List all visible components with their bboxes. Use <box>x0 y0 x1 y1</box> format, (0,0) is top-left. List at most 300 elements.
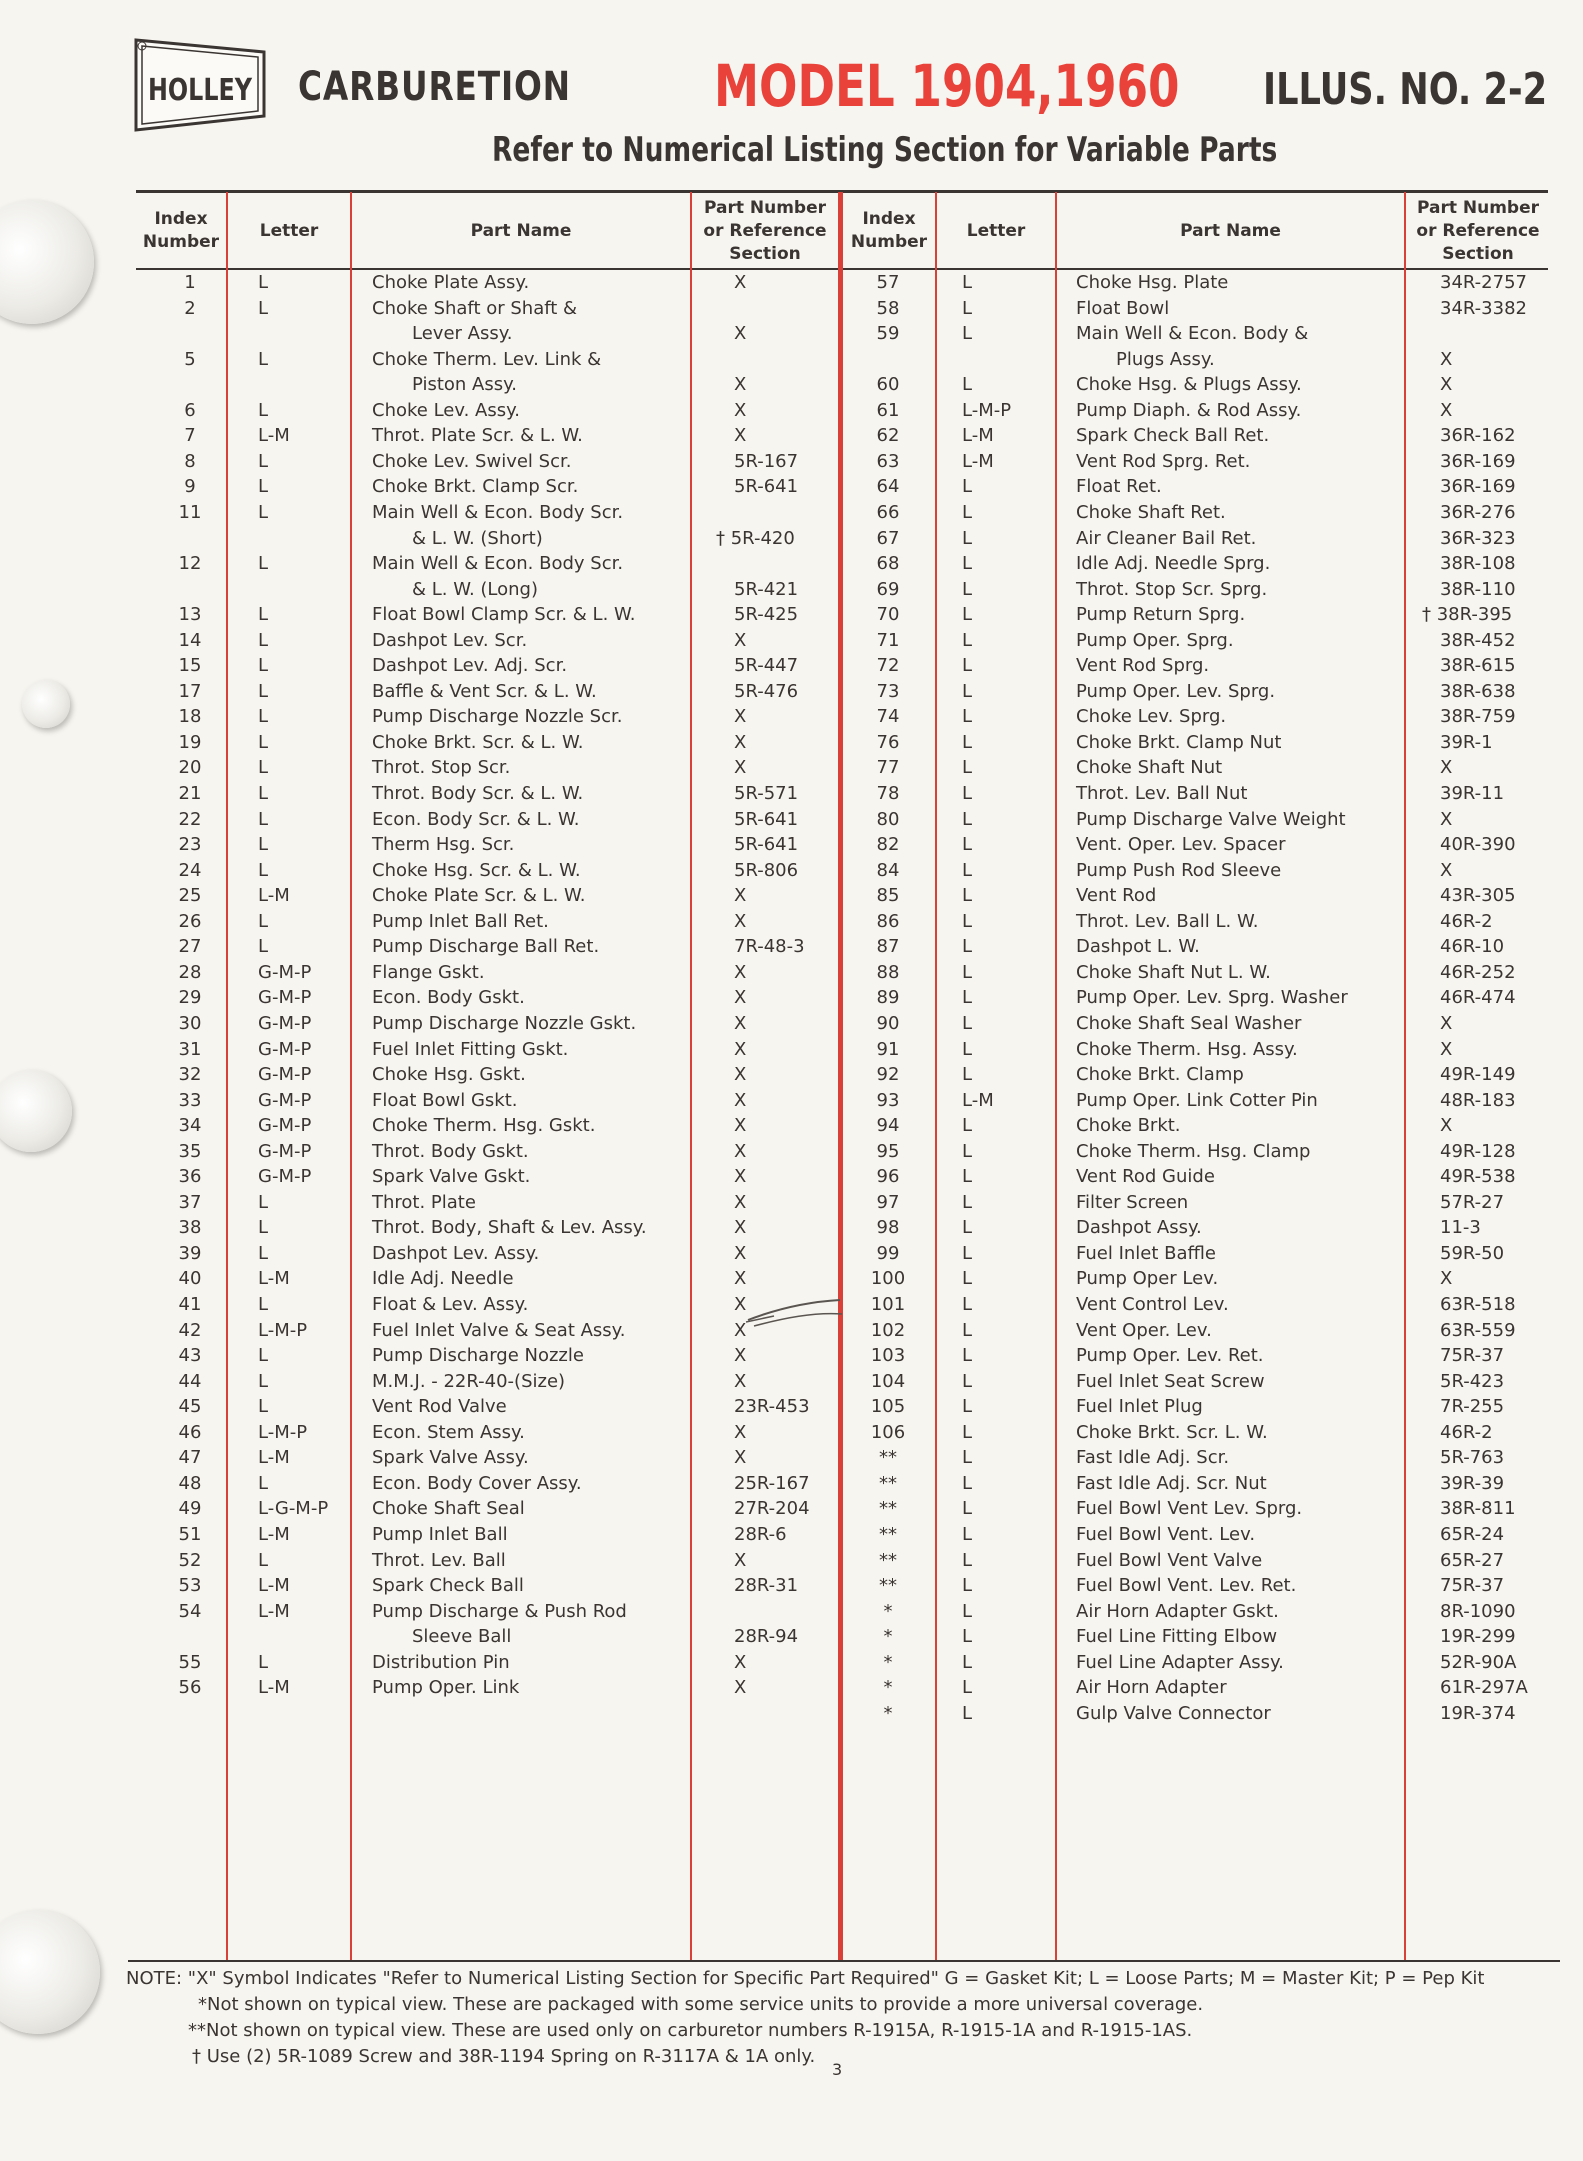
index-number: 61 <box>876 399 900 421</box>
part-number: 36R-276 <box>1440 501 1516 523</box>
letter-code: L <box>258 553 269 575</box>
index-number: 67 <box>876 527 900 549</box>
letter-code: G-M-P <box>258 1012 312 1034</box>
part-name: Pump Discharge Nozzle <box>372 1345 584 1367</box>
part-name: Vent Rod Guide <box>1076 1166 1215 1188</box>
part-name: Spark Valve Assy. <box>372 1447 529 1469</box>
index-number: 99 <box>876 1242 900 1264</box>
index-number: 102 <box>870 1319 906 1341</box>
part-number: 59R-50 <box>1440 1242 1505 1264</box>
index-number: 74 <box>876 706 900 728</box>
part-number: X <box>734 1421 747 1443</box>
letter-code: L <box>962 1140 973 1162</box>
index-number: 21 <box>178 783 202 804</box>
part-name: Distribution Pin <box>372 1651 510 1673</box>
part-number: X <box>734 1345 747 1367</box>
part-number: X <box>734 1115 747 1137</box>
index-number: 27 <box>178 936 202 958</box>
part-name: Dashpot Assy. <box>1076 1217 1202 1239</box>
letter-code: L <box>258 731 269 753</box>
part-name: Fuel Inlet Baffle <box>1076 1242 1217 1264</box>
letter-code: L <box>962 1345 973 1367</box>
part-number: 39R-39 <box>1440 1472 1505 1494</box>
part-number: 7R-48-3 <box>734 936 805 958</box>
part-name: Pump Oper. Link Cotter Pin <box>1076 1089 1318 1111</box>
header-index-left: Index Number <box>142 209 220 252</box>
part-name: Pump Discharge Nozzle Scr. <box>372 706 623 728</box>
part-name: Choke Hsg. Scr. & L. W. <box>372 859 581 881</box>
part-number: 36R-169 <box>1440 450 1516 472</box>
index-number: 19 <box>178 731 202 753</box>
index-number: 94 <box>876 1115 900 1137</box>
part-name: Idle Adj. Needle <box>372 1268 514 1290</box>
header-part-number-left: Part Number or Reference Section <box>703 197 827 264</box>
part-name: Throt. Stop Scr. <box>372 757 511 779</box>
letter-code: L <box>258 1217 269 1239</box>
letter-code: L <box>962 1319 973 1341</box>
part-name: Flange Gskt. <box>372 961 485 983</box>
part-name: Choke Lev. Swivel Scr. <box>372 450 572 472</box>
index-number: 28 <box>178 961 202 983</box>
part-name: Fast Idle Adj. Scr. <box>1076 1447 1230 1469</box>
index-number: 73 <box>876 680 900 702</box>
part-number: 36R-162 <box>1440 425 1516 447</box>
index-number: 101 <box>870 1294 906 1315</box>
letter-code: L-M-P <box>258 1421 308 1443</box>
part-number: 5R-806 <box>734 859 799 881</box>
header-index-right: Index Number <box>850 209 928 252</box>
index-number: 60 <box>876 374 900 396</box>
part-name: M.M.J. - 22R-40-(Size) <box>372 1370 566 1392</box>
letter-code: L <box>962 1217 973 1239</box>
index-number: 44 <box>178 1370 202 1392</box>
letter-code: L <box>258 680 269 702</box>
part-name: Throt. Plate Scr. & L. W. <box>372 425 583 447</box>
index-number: 43 <box>178 1345 202 1367</box>
part-name: Pump Push Rod Sleeve <box>1076 859 1282 881</box>
part-name: Throt. Stop Scr. Sprg. <box>1076 578 1268 600</box>
letter-code: L <box>962 1575 973 1597</box>
index-number: 56 <box>178 1677 202 1699</box>
index-number: ** <box>879 1523 897 1545</box>
part-name: Choke Shaft Ret. <box>1076 501 1226 523</box>
letter-code: L <box>258 1242 269 1264</box>
letter-code: L <box>962 374 973 396</box>
column-divider <box>1055 192 1057 1960</box>
part-name: Fast Idle Adj. Scr. Nut <box>1076 1472 1267 1494</box>
part-name: Therm Hsg. Scr. <box>372 834 515 856</box>
letter-code: L <box>962 629 973 651</box>
part-name: Filter Screen <box>1076 1191 1189 1213</box>
part-number: X <box>734 425 747 447</box>
part-number: 5R-421 <box>734 578 799 600</box>
index-number: 37 <box>178 1191 202 1213</box>
part-name: Float Bowl <box>1076 297 1170 319</box>
letter-code: L <box>258 450 269 472</box>
part-name: Throt. Lev. Ball L. W. <box>1076 910 1259 932</box>
column-divider <box>690 192 692 1960</box>
part-name: Pump Oper Lev. <box>1076 1268 1219 1290</box>
letter-code: L <box>962 604 973 626</box>
part-name: Pump Discharge Ball Ret. <box>372 936 600 958</box>
letter-code: L-M <box>258 1447 290 1469</box>
letter-code: G-M-P <box>258 961 312 983</box>
part-name: Float Bowl Clamp Scr. & L. W. <box>372 604 636 626</box>
part-number: 46R-252 <box>1440 961 1516 983</box>
index-number: 8 <box>184 450 196 472</box>
part-number: 36R-323 <box>1440 527 1516 549</box>
part-name: Main Well & Econ. Body & <box>1076 323 1309 345</box>
part-name: Choke Shaft Seal <box>372 1498 525 1520</box>
letter-code: L <box>962 936 973 958</box>
index-number: 96 <box>876 1166 900 1188</box>
part-number: 38R-759 <box>1440 706 1516 728</box>
part-number: 38R-108 <box>1440 553 1516 575</box>
part-name: Spark Valve Gskt. <box>372 1166 531 1188</box>
part-number: X <box>734 629 747 651</box>
letter-code: L <box>258 501 269 523</box>
part-number: 49R-128 <box>1440 1140 1516 1162</box>
part-number: X <box>734 399 747 421</box>
letter-code: L-G-M-P <box>258 1498 329 1520</box>
index-number: 89 <box>876 987 900 1009</box>
letter-code: L <box>258 604 269 626</box>
index-number: 26 <box>178 910 202 932</box>
letter-code: G-M-P <box>258 1166 312 1188</box>
part-number: X <box>734 1217 747 1239</box>
letter-code: L <box>258 808 269 830</box>
part-name: Throt. Plate <box>372 1191 476 1213</box>
part-number: 8R-1090 <box>1440 1600 1516 1622</box>
part-name: Choke Brkt. Clamp Scr. <box>372 476 579 498</box>
letter-code: L <box>962 1549 973 1571</box>
part-name: Choke Plate Assy. <box>372 272 530 293</box>
part-name: Vent Rod Valve <box>372 1396 507 1418</box>
letter-code: L <box>962 859 973 881</box>
part-number: 5R-425 <box>734 604 799 626</box>
part-number: X <box>1440 1038 1453 1060</box>
part-number: X <box>734 323 747 345</box>
logo-text: HOLLEY <box>148 73 254 108</box>
table-bottom-rule <box>128 1960 1560 1962</box>
part-name: Choke Therm. Hsg. Assy. <box>1076 1038 1298 1060</box>
letter-code: L <box>962 1038 973 1060</box>
part-number: X <box>734 987 747 1009</box>
letter-code: L <box>962 655 973 677</box>
part-number: 65R-27 <box>1440 1549 1505 1571</box>
part-name: Fuel Line Adapter Assy. <box>1076 1651 1284 1673</box>
part-name: Vent Rod <box>1076 885 1157 907</box>
part-number: 38R-811 <box>1440 1498 1516 1520</box>
part-number: X <box>1440 808 1453 830</box>
index-number: 66 <box>876 501 900 523</box>
index-number: 69 <box>876 578 900 600</box>
part-number: 61R-297A <box>1440 1677 1528 1699</box>
header-letter-left: Letter <box>259 220 319 241</box>
index-number: ** <box>879 1447 897 1469</box>
index-number: 51 <box>178 1523 202 1545</box>
part-name: Choke Brkt. Scr. & L. W. <box>372 731 584 753</box>
note-dagger: † Use (2) 5R-1089 Screw and 38R-1194 Spring on R-3117A & 1A only. <box>192 2046 816 2067</box>
part-number: 43R-305 <box>1440 885 1516 907</box>
column-divider <box>935 192 937 1960</box>
part-name: & L. W. (Short) <box>412 527 543 549</box>
part-name: Econ. Body Gskt. <box>372 987 525 1009</box>
letter-code: L <box>258 859 269 881</box>
part-number: X <box>734 272 747 293</box>
index-number: * <box>883 1651 893 1673</box>
part-number: 5R-763 <box>1440 1447 1505 1469</box>
column-divider <box>1404 192 1406 1960</box>
part-name: Vent Rod Sprg. <box>1076 655 1210 677</box>
part-number: 52R-90A <box>1440 1651 1517 1673</box>
illustration-number: ILLUS. NO. 2-2 <box>1262 64 1547 115</box>
letter-code: L <box>258 1294 269 1315</box>
part-name: Pump Discharge & Push Rod <box>372 1600 627 1622</box>
part-name: Fuel Bowl Vent Lev. Sprg. <box>1076 1498 1303 1520</box>
index-number: ** <box>879 1549 897 1571</box>
letter-code: L <box>962 476 973 498</box>
part-number: 28R-31 <box>734 1575 799 1597</box>
index-number: 22 <box>178 808 202 830</box>
part-number: 5R-476 <box>734 680 799 702</box>
part-number: X <box>734 1191 747 1213</box>
part-name: Baffle & Vent Scr. & L. W. <box>372 680 597 702</box>
index-number: 53 <box>178 1575 202 1597</box>
part-name: Choke Shaft or Shaft & <box>372 297 578 319</box>
note-single-asterisk: *Not shown on typical view. These are packaged with some service units to provide a more universal coverage. <box>198 1994 1204 2015</box>
part-name: Choke Lev. Sprg. <box>1076 706 1227 728</box>
index-number: 32 <box>178 1064 202 1086</box>
part-number: X <box>734 885 747 907</box>
letter-code: L <box>258 1549 269 1571</box>
part-number: 25R-167 <box>734 1472 810 1494</box>
index-number: 63 <box>876 450 900 472</box>
letter-code: G-M-P <box>258 1140 312 1162</box>
part-name: Lever Assy. <box>412 323 513 345</box>
index-number: * <box>883 1626 893 1648</box>
part-name: Fuel Inlet Plug <box>1076 1396 1203 1418</box>
part-name: Fuel Bowl Vent Valve <box>1076 1549 1263 1571</box>
part-name: Econ. Stem Assy. <box>372 1421 525 1443</box>
part-number: X <box>734 1268 747 1290</box>
index-number: 58 <box>876 297 900 319</box>
part-name: Choke Therm. Hsg. Clamp <box>1076 1140 1311 1162</box>
index-number: 91 <box>876 1038 900 1060</box>
part-number: 5R-447 <box>734 655 799 677</box>
index-number: 76 <box>876 731 900 753</box>
part-name: Pump Oper. Lev. Sprg. <box>1076 680 1276 702</box>
binder-hole-bottom <box>0 1910 100 2034</box>
part-number: 63R-559 <box>1440 1319 1516 1341</box>
letter-code: L <box>258 272 269 293</box>
part-number: 38R-638 <box>1440 680 1516 702</box>
part-name: Throt. Body Gskt. <box>372 1140 529 1162</box>
part-number: X <box>734 1651 747 1673</box>
note-double-asterisk: **Not shown on typical view. These are used only on carburetor numbers R-1915A, R-1915-1A and R-1915-1AS. <box>188 2020 1193 2041</box>
part-name: Throt. Lev. Ball Nut <box>1076 783 1248 804</box>
index-number: 64 <box>876 476 900 498</box>
part-name: Sleeve Ball <box>412 1626 512 1648</box>
part-number: 48R-183 <box>1440 1089 1516 1111</box>
part-number: 34R-2757 <box>1440 272 1527 293</box>
part-name: Fuel Inlet Fitting Gskt. <box>372 1038 569 1060</box>
letter-code: L <box>962 1421 973 1443</box>
part-number: X <box>1440 1115 1453 1137</box>
index-number: 84 <box>876 859 900 881</box>
index-number: 7 <box>184 425 196 447</box>
subtitle: Refer to Numerical Listing Section for Variable Parts <box>492 130 1278 170</box>
part-number: 28R-94 <box>734 1626 799 1648</box>
index-number: 46 <box>178 1421 202 1443</box>
part-name: Choke Therm. Lev. Link & <box>372 348 602 370</box>
part-number: X <box>734 1140 747 1162</box>
letter-code: L <box>962 1523 973 1545</box>
index-number: 77 <box>876 757 900 779</box>
index-number: 24 <box>178 859 202 881</box>
letter-code: L <box>962 1447 973 1469</box>
letter-code: L <box>962 1498 973 1520</box>
part-number: 11-3 <box>1440 1217 1481 1239</box>
index-number: 41 <box>178 1294 202 1315</box>
part-name: Air Horn Adapter <box>1076 1677 1227 1699</box>
index-number: 59 <box>876 323 900 345</box>
index-number: * <box>883 1702 893 1724</box>
letter-code: L <box>962 1702 973 1724</box>
letter-code: G-M-P <box>258 1064 312 1086</box>
part-number: X <box>734 1677 747 1699</box>
letter-code: G-M-P <box>258 1038 312 1060</box>
letter-code: L <box>258 757 269 779</box>
part-number: † 5R-420 <box>716 527 795 549</box>
part-number: 7R-255 <box>1440 1396 1505 1418</box>
part-name: Idle Adj. Needle Sprg. <box>1076 553 1271 575</box>
part-name: Fuel Inlet Valve & Seat Assy. <box>372 1319 626 1341</box>
index-number: 25 <box>178 885 202 907</box>
letter-code: L <box>962 297 973 319</box>
part-number: 23R-453 <box>734 1396 810 1418</box>
part-number: X <box>734 1319 747 1341</box>
part-number: 5R-571 <box>734 783 799 804</box>
index-number: 33 <box>178 1089 202 1111</box>
part-number: X <box>734 1166 747 1188</box>
index-number: 31 <box>178 1038 202 1060</box>
letter-code: L <box>962 834 973 856</box>
index-number: 92 <box>876 1064 900 1086</box>
part-name: Pump Oper. Lev. Ret. <box>1076 1345 1264 1367</box>
part-number: X <box>734 1549 747 1571</box>
part-name: Pump Return Sprg. <box>1076 604 1246 626</box>
letter-code: L-M <box>258 425 290 447</box>
note-legend: NOTE: "X" Symbol Indicates "Refer to Numerical Listing Section for Specific Part Required" G = Gasket Kit; L = Loose Parts; M = Master Kit; P = Pep Kit <box>126 1968 1485 1989</box>
part-number: X <box>734 910 747 932</box>
letter-code: L-M-P <box>258 1319 308 1341</box>
part-number: 46R-2 <box>1440 1421 1493 1443</box>
part-name: Fuel Line Fitting Elbow <box>1076 1626 1278 1648</box>
part-number: 39R-11 <box>1440 783 1505 804</box>
index-number: 36 <box>178 1166 202 1188</box>
part-name: Pump Oper. Sprg. <box>1076 629 1234 651</box>
index-number: 78 <box>876 783 900 804</box>
part-number: 38R-110 <box>1440 578 1516 600</box>
part-number: X <box>1440 1268 1453 1290</box>
part-number: X <box>734 706 747 728</box>
index-number: 39 <box>178 1242 202 1264</box>
part-name: Pump Oper. Lev. Sprg. Washer <box>1076 987 1348 1009</box>
part-number: 38R-452 <box>1440 629 1516 651</box>
part-name: Econ. Body Scr. & L. W. <box>372 808 580 830</box>
index-number: 49 <box>178 1498 202 1520</box>
part-number: 75R-37 <box>1440 1575 1505 1597</box>
part-number: 65R-24 <box>1440 1523 1505 1545</box>
part-name: Choke Lev. Assy. <box>372 399 520 421</box>
section-title: CARBURETION <box>298 64 571 110</box>
part-number: 27R-204 <box>734 1498 810 1520</box>
part-number: † 38R-395 <box>1422 604 1513 626</box>
part-name: Pump Inlet Ball <box>372 1523 508 1545</box>
header-part-name-left: Part Name <box>470 220 572 241</box>
part-number: 5R-641 <box>734 808 799 830</box>
index-number: 100 <box>870 1268 906 1290</box>
part-number: 49R-538 <box>1440 1166 1516 1188</box>
index-number: 23 <box>178 834 202 856</box>
part-number: X <box>734 1294 747 1315</box>
part-number: X <box>734 731 747 753</box>
part-name: Choke Shaft Seal Washer <box>1076 1012 1302 1034</box>
index-number: 9 <box>184 476 196 498</box>
part-number: X <box>734 757 747 779</box>
column-divider <box>350 192 352 1960</box>
part-number: X <box>1440 859 1453 881</box>
letter-code: L <box>962 808 973 830</box>
index-number: 87 <box>876 936 900 958</box>
part-name: Fuel Bowl Vent. Lev. Ret. <box>1076 1575 1297 1597</box>
index-number: ** <box>879 1472 897 1494</box>
part-name: Throt. Body Scr. & L. W. <box>372 783 584 804</box>
header-letter-right: Letter <box>966 220 1026 241</box>
letter-code: L <box>962 527 973 549</box>
part-number: X <box>734 1012 747 1034</box>
part-name: Throt. Lev. Ball <box>372 1549 506 1571</box>
index-number: 95 <box>876 1140 900 1162</box>
part-number: 5R-167 <box>734 450 799 472</box>
index-number: 52 <box>178 1549 202 1571</box>
part-number: X <box>1440 1012 1453 1034</box>
part-name: Pump Diaph. & Rod Assy. <box>1076 399 1302 421</box>
index-number: 34 <box>178 1115 202 1137</box>
part-number: 28R-6 <box>734 1523 787 1545</box>
part-name: Vent. Oper. Lev. Spacer <box>1076 834 1286 856</box>
part-number: X <box>1440 374 1453 396</box>
index-number: 55 <box>178 1651 202 1673</box>
index-number: 6 <box>184 399 196 421</box>
part-name: Spark Check Ball Ret. <box>1076 425 1270 447</box>
part-number: 46R-474 <box>1440 987 1516 1009</box>
part-number: 38R-615 <box>1440 655 1516 677</box>
index-number: ** <box>879 1498 897 1520</box>
index-number: 98 <box>876 1217 900 1239</box>
letter-code: L <box>258 629 269 651</box>
part-name: Plugs Assy. <box>1116 348 1215 370</box>
pencil-mark <box>744 1292 844 1332</box>
part-number: X <box>734 1370 747 1392</box>
part-name: Pump Oper. Link <box>372 1677 520 1699</box>
index-number: 35 <box>178 1140 202 1162</box>
letter-code: L-M <box>258 1268 290 1290</box>
part-number: X <box>734 1447 747 1469</box>
part-name: Choke Brkt. Clamp <box>1076 1064 1244 1086</box>
index-number: 104 <box>870 1370 906 1392</box>
